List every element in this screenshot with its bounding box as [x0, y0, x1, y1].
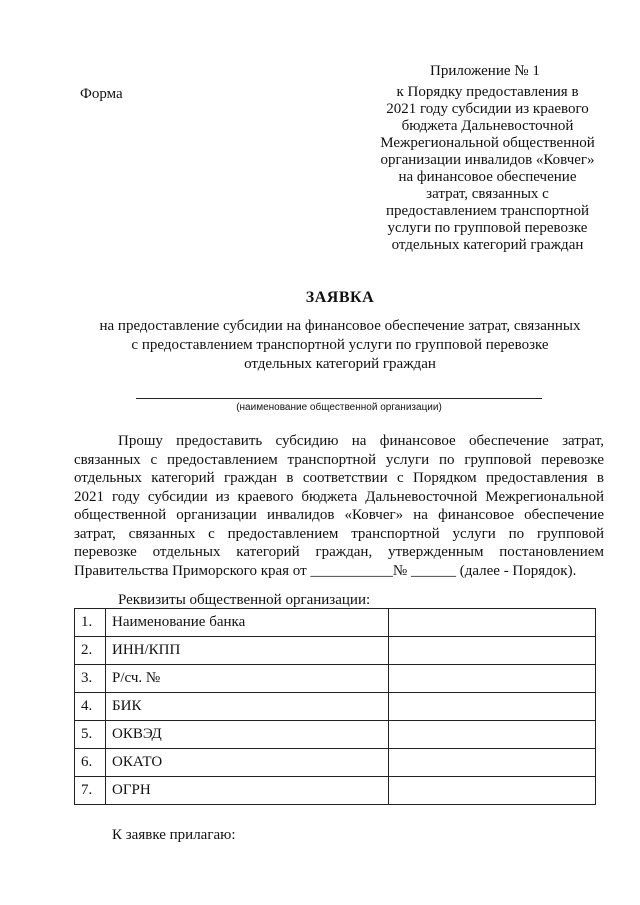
paragraph-line: 2021 году субсидии из краевого бюджета Дальневосточной Межрегиональной	[74, 488, 604, 505]
row-field-name: ОКВЭД	[106, 721, 389, 749]
table-row	[75, 721, 596, 749]
row-field-name: ОГРН	[106, 777, 389, 805]
paragraph-line: отдельных категорий граждан в соответствии с Порядком предоставления в	[74, 470, 604, 486]
org-name-underline	[136, 398, 542, 399]
row-field-name: ОКАТО	[106, 749, 389, 777]
org-name-caption: (наименование общественной организации)	[236, 402, 442, 413]
appendix-line: предоставлением транспортной	[385, 203, 590, 219]
appendix-line: на финансовое обеспечение	[398, 169, 577, 185]
appendix-line: услуги по групповой перевозке	[387, 220, 588, 236]
appendix-line: бюджета Дальневосточной	[401, 118, 574, 134]
appendix-line: организации инвалидов «Ковчег»	[380, 152, 595, 168]
row-field-value[interactable]	[389, 637, 596, 665]
appendix-line: 2021 году субсидии из краевого	[386, 101, 589, 117]
document-title: ЗАЯВКА	[305, 289, 375, 306]
row-field-name: БИК	[106, 693, 389, 721]
row-field-name: Наименование банка	[106, 609, 389, 637]
appendix-line: затрат, связанных с	[426, 186, 549, 202]
row-field-value[interactable]	[389, 721, 596, 749]
requisites-label: Реквизиты общественной организации:	[118, 592, 371, 608]
paragraph-line: общественной организации инвалидов «Ковчег» на финансовое обеспечение	[74, 507, 604, 523]
subtitle-line: отдельных категорий граждан	[244, 356, 436, 372]
row-number: 5.	[75, 721, 106, 749]
appendix-title: Приложение № 1	[430, 63, 540, 79]
row-number: 1.	[75, 609, 106, 637]
attachments-label: К заявке прилагаю:	[112, 827, 236, 843]
row-field-value[interactable]	[389, 693, 596, 721]
table-row	[75, 693, 596, 721]
paragraph-line: Правительства Приморского края от ___________№ ______ (далее - Порядок).	[74, 562, 577, 579]
appendix-line: Межрегиональной общественной	[380, 135, 595, 151]
subtitle-line: с предоставлением транспортной услуги по групповой перевозке	[131, 337, 549, 353]
paragraph-line: затрат, связанных с предоставлением транспортной услуги по групповой	[74, 525, 604, 542]
row-field-name: Р/сч. №	[106, 665, 389, 693]
row-number: 7.	[75, 777, 106, 805]
row-field-value[interactable]	[389, 665, 596, 693]
subtitle-line: на предоставление субсидии на финансовое обеспечение затрат, связанных	[99, 318, 581, 334]
table-row	[75, 749, 596, 777]
table-row	[75, 637, 596, 665]
requisites-table	[74, 608, 596, 805]
row-number: 3.	[75, 665, 106, 693]
request-paragraph	[74, 432, 604, 580]
row-number: 6.	[75, 749, 106, 777]
row-field-name: ИНН/КПП	[106, 637, 389, 665]
row-number: 4.	[75, 693, 106, 721]
paragraph-line: перевозке отдельных категорий граждан, утвержденным постановлением	[74, 544, 604, 560]
row-field-value[interactable]	[389, 749, 596, 777]
table-row	[75, 777, 596, 805]
table-row	[75, 665, 596, 693]
appendix-line: к Порядку предоставления в	[396, 84, 579, 100]
row-number: 2.	[75, 637, 106, 665]
paragraph-line: Прошу предоставить субсидию на финансовое обеспечение затрат,	[118, 433, 604, 449]
form-label: Форма	[80, 86, 123, 102]
row-field-value[interactable]	[389, 777, 596, 805]
paragraph-line: связанных с предоставлением транспортной услуги по групповой перевозке	[74, 451, 604, 468]
document-subtitle	[0, 317, 640, 374]
appendix-line: отдельных категорий граждан	[391, 237, 584, 253]
table-row	[75, 609, 596, 637]
appendix-reference	[365, 84, 610, 254]
row-field-value[interactable]	[389, 609, 596, 637]
